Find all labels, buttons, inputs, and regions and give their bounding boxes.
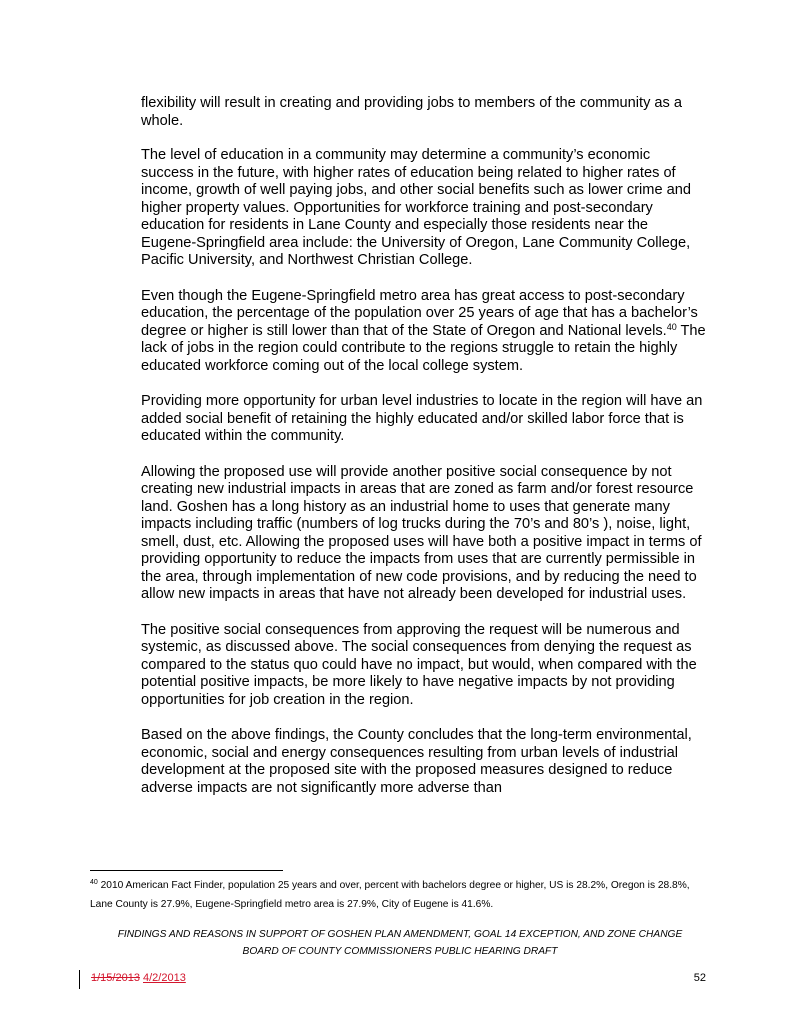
paragraph-3-text-b: The lack of jobs in the region could contribute to the regions struggle to retain the highly educated workforce coming out of the local college system. — [141, 322, 706, 374]
date-inserted: 4/2/2013 — [143, 972, 186, 984]
footnote-number: 40 — [90, 879, 98, 886]
paragraph-4: Providing more opportunity for urban level industries to locate in the region will have an added social benefit of retaining the highly educated and/or skilled labor force that is educated within the community. — [141, 393, 703, 444]
footer-title-line-1: FINDINGS AND REASONS IN SUPPORT OF GOSHEN PLAN AMENDMENT, GOAL 14 EXCEPTION, AND ZONE CHANGE — [117, 929, 683, 940]
footnote — [90, 876, 715, 914]
paragraph-2: The level of education in a community may determine a community’s economic success in the future, with higher rates of education being related to higher rates of income, growth of well paying jobs, and other social benefits such as lower crime and higher property values. Opportunities for workforce training and post-secondary education for residents in Lane County and especially those residents near the Eugene-Springfield area include: the University of Oregon, Lane Community College, Pacific University, and Northwest Christian College. — [141, 147, 691, 268]
paragraph-3 — [141, 288, 706, 376]
body-text — [141, 95, 706, 815]
footer-title-line-2: BOARD OF COUNTY COMMISSIONERS PUBLIC HEARING DRAFT — [242, 946, 558, 957]
paragraph-6: The positive social consequences from approving the request will be numerous and systemic, as discussed above. The social consequences from denying the request as compared to the status quo could have no impact, but would, when compared with the potential positive impacts, be more likely to have negative impacts by not providing opportunities for job creation in the region. — [141, 621, 697, 708]
footnote-reference: 40 — [666, 321, 677, 332]
paragraph-1: flexibility will result in creating and providing jobs to members of the community as a whole. — [141, 95, 683, 129]
page-number: 52 — [693, 972, 706, 984]
revision-date — [91, 972, 186, 984]
paragraph-7: Based on the above findings, the County concludes that the long-term environmental, economic, social and energy consequences resulting from urban levels of industrial development at the proposed site with the proposed measures designed to reduce adverse impacts are not significantly more adverse than — [141, 727, 692, 796]
footnote-divider — [90, 870, 283, 871]
paragraph-3-text-a: Even though the Eugene-Springfield metro area has great access to post-secondary education, the percentage of the population over 25 years of age that has a bachelor’s degree or higher is still lower than that of the State of Oregon and National levels. — [141, 287, 698, 339]
date-deleted: 1/15/2013 — [91, 972, 140, 984]
footnote-text: 2010 American Fact Finder, population 25 years and over, percent with bachelors degree or higher, US is 28.2%, Oregon is 28.8%, Lane County is 27.9%, Eugene-Springfield metro area is 27.9%, City of Eugene is 41.6%. — [90, 880, 690, 910]
revision-change-bar — [79, 970, 80, 989]
paragraph-5: Allowing the proposed use will provide another positive social consequence by not creating new industrial impacts in areas that are zoned as farm and/or forest resource land. Goshen has a long history as an industrial home to uses that generate many impacts including traffic (numbers of log trucks during the 70’s and 80’s ), noise, light, smell, dust, etc. Allowing the proposed uses will have both a positive impact in terms of providing opportunity to reduce the impacts from uses that are currently permissible in the area, through implementation of new code provisions, and by reducing the need to allow new impacts in areas that have not already been developed for industrial uses. — [141, 463, 702, 602]
document-footer-title — [90, 926, 710, 960]
